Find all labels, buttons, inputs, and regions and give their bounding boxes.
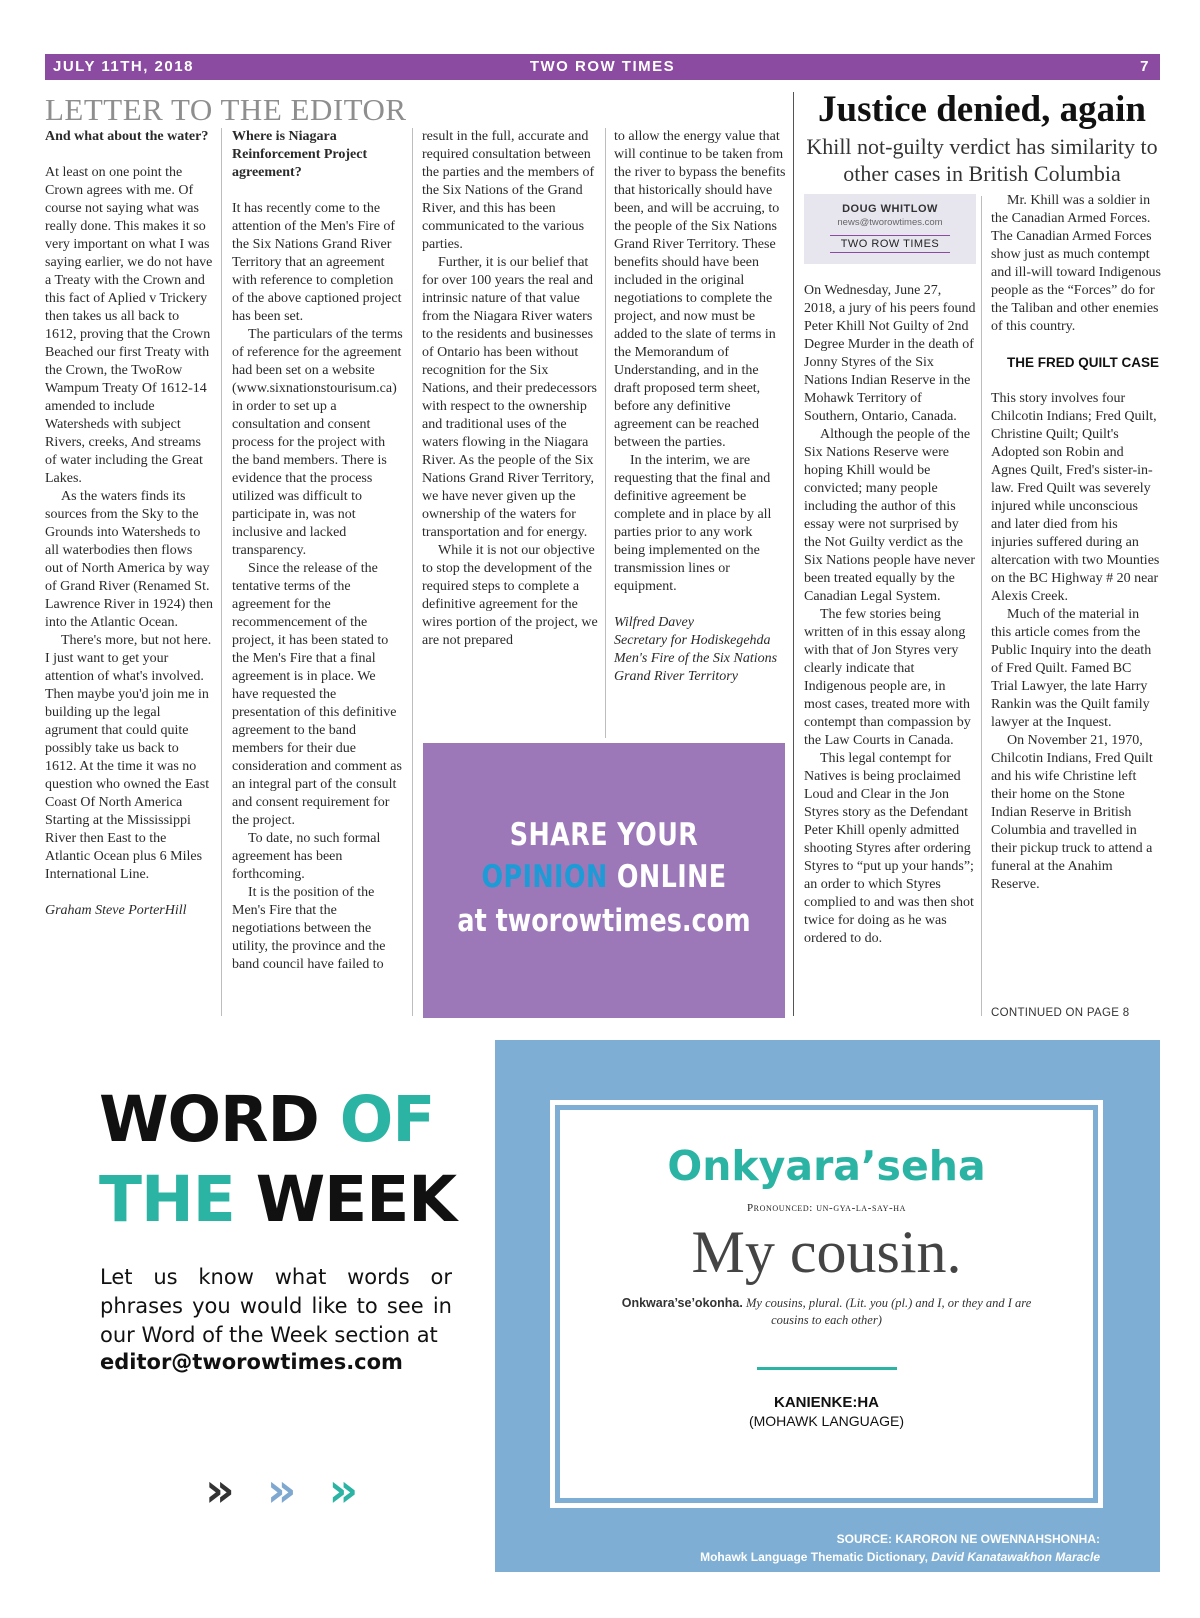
chevron-right-icon: » [328,1463,367,1517]
plural-explanation: My cousins, plural. (Lit. you (pl.) and I, or they and I are cousins to each other) [742,1296,1032,1327]
source-line-1: SOURCE: KARORON NE OWENNAHSHONHA: [836,1532,1100,1546]
divider-rule [757,1367,897,1370]
article-deck: Khill not-guilty verdict has similarity to other cases in British Columbia [806,134,1158,186]
article-section-heading: THE FRED QUILT CASE [1007,355,1160,370]
plural-form [617,1295,1037,1329]
letter-column-3 [422,128,598,650]
continued-notice[interactable]: CONTINUED ON PAGE 8 [991,1007,1130,1019]
letter-column-4 [614,128,786,686]
word-card [560,1110,1093,1498]
chevron-arrows [205,1463,366,1517]
page-header-bar [45,54,1160,80]
letter1-signature: Graham Steve PorterHill [45,903,187,918]
letter2-signature-title: Secretary for Hodiskegehda [614,633,771,648]
letter2-paragraph: The particulars of the terms of reference for the agreement had been set on a website (www.sixnationstourisum.ca) in order to set up a consultation and consent process for the project with the band members. There is evidence that the process utilized was difficult to participate in, was not inclusive and lacked transparency. [232,327,403,558]
word-meaning: My cousin. [691,1219,962,1285]
share-opinion-ad[interactable] [423,743,785,1018]
letter2-paragraph: to allow the energy value that will continue to be taken from the river to bypass the benefits that historically should have been, and will be accruing, to the people of the Six Nations Grand River Territory. These benefits should have been included in the original negotiations to complete the project, and now must be added to the slate of terms in the Memorandum of Understanding, and in the draft proposed term sheet, before any definitive agreement can be reached between the parties. [614,129,786,450]
letter2-paragraph: Since the release of the tentative terms of the agreement for the recommencement of the project, it has been stated to the Men's Fire that a final agreement is in place. We have requested the presentation of this definitive agreement to the band members for their due consideration and comment as an integral part of the consult and consent requirement for the project. [232,561,402,828]
source-author: David Kanatawakhon Maracle [931,1550,1100,1564]
letter2-paragraph: While it is not our objective to stop the development of the required steps to complete a definitive agreement for the wires portion of the project, we are not prepared [422,543,598,648]
byline-brand: TWO ROW TIMES [830,235,950,253]
source-dictionary: Mohawk Language Thematic Dictionary, [700,1550,932,1564]
column-divider [981,196,982,1016]
article-paragraph: The few stories being written of in this essay along with that of Jon Styres very clearly indicate that Indigenous people are, in most cases, treated more with contempt than compassion by the Law Courts in Canada. [804,607,971,748]
letter1-paragraph: At least on one point the Crown agrees with me. Of course not saying what was really done. This makes it so very important on what I was saying earlier, we do not have a Treaty with the Crown and this fact of Aplied v Trickery then takes us all back to 1612, proving that the Crown Beached our first Treaty with the Crown, the TwoRow Wampum Treaty Of 1612-14 amended to include Watersheds with subject Rivers, creeks, And streams of water including the Great Lakes. [45,165,213,486]
page-number: 7 [1140,58,1150,75]
letter2-paragraph: It has recently come to the attention of the Men's Fire of the Six Nations Grand River Territory that an agreement with reference to completion of the above captioned project has been set. [232,201,402,324]
article-column-1 [804,282,976,948]
language-name: KANIENKE:HA [774,1394,879,1411]
article-paragraph: This legal contempt for Natives is being proclaimed Loud and Clear in the Jon Styres story as the Defendant Peter Khill openly admitted shooting Styres after ordering Styres to “put up your hands”; an order to which Styres complied to and was then shot twice for doing as he was ordered to do. [804,751,974,946]
plural-word: Onkwara’se’okonha. [621,1296,743,1310]
editor-email-link[interactable]: editor@tworowtimes.com [100,1350,403,1374]
letter-column-1 [45,128,213,920]
column-divider [412,128,413,1016]
title-word: WORD [99,1083,319,1156]
article-paragraph: Although the people of the Six Nations Reserve were hoping Khill would be convicted; many people including the author of this essay were not surprised by the Not Guilty verdict as the Six Nations people have never been treated equally by the Canadian Legal System. [804,427,976,604]
letter2-paragraph: result in the full, accurate and required consultation between the parties and the members of the Six Nations of the Grand River, and this has been communicated to the various parties. [422,129,595,252]
title-word: THE [99,1163,235,1236]
word-of-week-invite: Let us know what words or phrases you would like to see in our Word of the Week section at [100,1265,452,1347]
letter-column-2 [232,128,404,974]
article-headline: Justice denied, again [818,89,1146,130]
letter2-paragraph: Further, it is our belief that for over 100 years the real and intrinsic nature of that value from the Niagara River waters to the residents and businesses of Ontario has been without recognition for the Six Nations, and their predecessors with respect to the ownership and traditional uses of the waters flowing in the Niagara River. As the people of the Six Nations Grand River Territory, we have never given up the ownership of the waters for transportation and for energy. [422,255,597,540]
letter2-paragraph: It is the position of the Men's Fire that the negotiations between the utility, the province and the band council have failed to [232,885,386,972]
byline-name: DOUG WHITLOW [842,203,938,215]
letter1-paragraph: As the waters finds its sources from the Sky to the Grounds into Watersheds to all waterbodies then flows out of North America by way of Grand River (Renamed St. Lawrence River in 1924) then into the Atlantic Ocean. [45,489,213,630]
byline-email[interactable]: news@tworowtimes.com [837,217,943,228]
word-of-week-title [99,1080,456,1240]
article-paragraph: On November 21, 1970, Chilcotin Indians, Fred Quilt and his wife Christine left their home on the Stone Indian Reserve in British Columbia and travelled in their pickup truck to attend a funeral at the Anahim Reserve. [991,733,1153,892]
letter-section-title: LETTER TO THE EDITOR [45,92,407,127]
section-divider [793,92,794,1016]
article-paragraph: Mr. Khill was a soldier in the Canadian Armed Forces. The Canadian Armed Forces show just as much contempt and ill-will toward Indigenous people as the “Forces” do for the Taliban and other enemies of this country. [991,193,1161,334]
letter2-subhead: Where is Niagara Reinforcement Project agreement? [232,129,368,180]
byline-box [804,194,976,264]
letter1-subhead: And what about the water? [45,129,209,144]
letter2-signature-org: Men's Fire of the Six Nations Grand River Territory [614,651,778,684]
letter1-paragraph: There's more, but not here. I just want to get your attention of what's involved. Then maybe you'd join me in building up the legal agrument that could quite possibly take us back to 1612. At the time it was no question who owned the East Coast Of North America Starting at the Mississippi River then East to the Atlantic Ocean plus 6 Miles International Line. [45,633,212,882]
share-highlight: OPINION [481,859,608,895]
letter2-paragraph: To date, no such formal agreement has been forthcoming. [232,831,381,882]
title-word: WEEK [255,1163,457,1236]
featured-word: Onkyara’seha [667,1142,986,1190]
chevron-right-icon: » [266,1463,305,1517]
title-word: OF [339,1083,435,1156]
article-paragraph: On Wednesday, June 27, 2018, a jury of his peers found Peter Khill Not Guilty of 2nd Degree Murder in the death of Jonny Styres of the Six Nations Indian Reserve in the Mohawk Territory of Southern, Ontario, Canada. [804,283,976,424]
issue-date: JULY 11TH, 2018 [53,58,194,75]
article-paragraph: Much of the material in this article comes from the Public Inquiry into the death of Fred Quilt. Famed BC Trial Lawyer, the late Harry Rankin was the Quilt family lawyer at the Inquest. [991,607,1152,730]
language-english: (MOHAWK LANGUAGE) [748,1413,905,1429]
chevron-right-icon: » [205,1463,243,1517]
publication-name: TWO ROW TIMES [529,58,676,75]
share-line-1: SHARE YOUR [509,817,699,853]
share-website[interactable]: at tworowtimes.com [457,903,751,939]
word-panel [495,1040,1160,1572]
column-divider [605,128,606,738]
letter2-signature-name: Wilfred Davey [614,615,694,630]
source-line-2 [700,1548,1100,1566]
article-paragraph: This story involves four Chilcotin Indians; Fred Quilt, Christine Quilt; Quilt's Adopted son Robin and Agnes Quilt, Fred's sister-in-law. Fred Quilt was severely injured while unconscious and later died from his injuries suffered during an altercation with two Mounties on the BC Highway # 20 near Alexis Creek. [991,391,1160,604]
column-divider [221,128,222,1016]
share-line-2-rest: ONLINE [607,859,727,895]
share-line-2 [456,859,753,895]
source-credit [700,1530,1100,1566]
pronunciation: Pronounced: un-gya-la-say-ha [746,1202,907,1214]
letter2-paragraph: In the interim, we are requesting that the final and definitive agreement be complete and in place by all parties prior to any work being implemented on the transmission lines or equipment. [614,453,772,594]
article-column-2 [991,192,1161,894]
